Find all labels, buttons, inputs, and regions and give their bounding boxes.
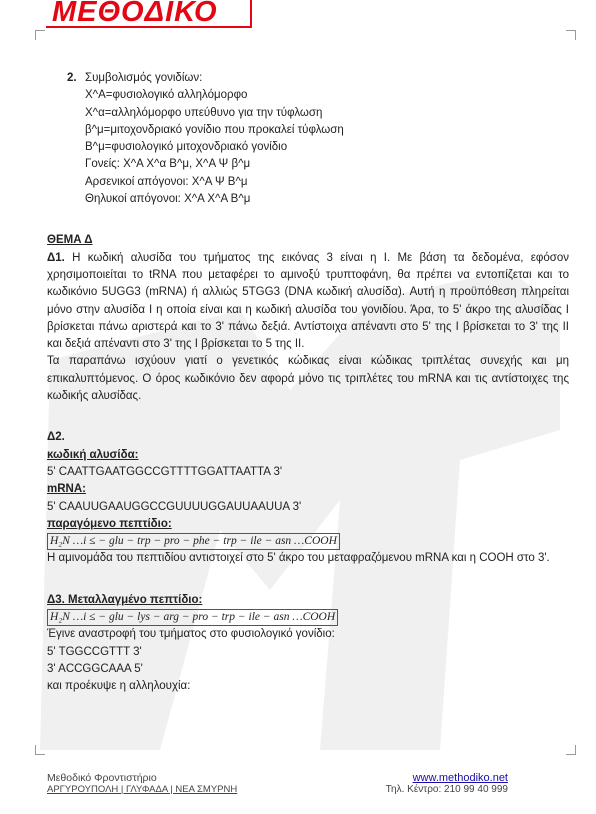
footer-left [47, 772, 237, 795]
symbol-line: β^μ=μιτοχονδριακό γονίδιο που προκαλεί τύφλωση [85, 123, 344, 136]
symbol-line: B^μ=φυσιολογικό μιτοχονδριακό γονίδιο [85, 141, 288, 154]
female-offspring-line: Θηλυκοί απόγονοι: X^A X^A B^μ [85, 193, 251, 206]
crop-mark [35, 30, 45, 40]
inversion-strand-1: 5' TGGCCGTTT 3' [47, 645, 142, 658]
item-number: 2. [67, 72, 77, 84]
d2-label: Δ2. [47, 431, 65, 444]
mrna-sequence: 5' CAAUUGAAUGGCCGUUUUGGAUUAAUUA 3' [47, 500, 302, 513]
d1-text: Η κωδική αλυσίδα του τμήματος της εικόνας 3 είναι η Ι. Με βάση τα δεδομένα, εφόσον χρησιμοποιείται το tRNA που μεταφέρει το αμινοξύ τρυπτοφάνη, θα πρέπει να εντοπίζεται και το κωδικόνιο 5UGG3 (mRNA) ή αλλιώς 5TGG3 (DNA κωδική αλυσίδα). Αυτή η προϋπόθεση πληρείται μόνο στην αλυσίδα Ι η οποία είναι και η κωδική αλυσίδα του γονιδίου. Άρα, το 5' άκρο της αλυσίδας Ι βρίσκεται πάνω αριστερά και το 3' πάνω δεξιά. Αντίστοιχα απέναντι στο 5' της Ι βρίσκεται το 3' της ΙΙ και δεξιά απέναντι στο 3' της Ι βρίσκεται το 5 της ΙΙ. [47, 251, 569, 351]
d3-title: Δ3. Μεταλλαγμένο πεπτίδιο: [47, 593, 203, 606]
male-offspring-line: Αρσενικοί απόγονοι: X^A Ψ B^μ [85, 175, 248, 188]
d1-paragraph [47, 250, 569, 354]
mutant-peptide-formula: H₂N …i ≤ − glu − lys − arg − pro − trp − ile − asn …COOH [47, 609, 338, 626]
mrna-label: mRNA: [47, 483, 86, 496]
peptide-formula: H₂N …i ≤ − glu − trp − pro − phe − trp − ile − asn …COOH [47, 533, 340, 550]
symbolism-section [67, 70, 569, 208]
coding-strand-label: κωδική αλυσίδα: [47, 448, 139, 461]
brand-logo: ΜΕΘΟΔΙΚΟ [46, 0, 252, 28]
parents-line: Γονείς: X^A X^α B^μ, X^A Ψ β^μ [85, 158, 251, 171]
footer-right [386, 772, 508, 795]
coding-sequence: 5' CAATTGAATGGCCGTTTTGGATTAATTA 3' [47, 465, 283, 478]
d1-label: Δ1. [47, 251, 65, 264]
symbolism-title: Συμβολισμός γονιδίων: [85, 72, 203, 84]
d3-ending: και προέκυψε η αλληλουχία: [47, 680, 191, 693]
website-link[interactable]: www.methodiko.net [412, 772, 508, 784]
section-heading: ΘΕΜΑ Δ [47, 234, 93, 247]
symbol-line: X^α=αλληλόμορφο υπεύθυνο για την τύφλωση [85, 106, 323, 119]
d2-note: Η αμινομάδα του πεπτιδίου αντιστοιχεί στο 5' άκρο του μεταφραζόμενου mRNA και η COOH στο 3'. [47, 552, 550, 565]
crop-mark [566, 745, 576, 755]
footer-company: Μεθοδικό Φροντιστήριο [47, 772, 157, 784]
footer-phone: Τηλ. Κέντρο: 210 99 40 999 [385, 784, 508, 795]
peptide-label: παραγόμενο πεπτίδιο: [47, 517, 172, 530]
symbol-line: X^A=φυσιολογικό αλληλόμορφο [85, 89, 248, 102]
document-body [47, 70, 569, 696]
d3-note: Έγινε αναστροφή του τμήματος στο φυσιολογικό γονίδιο: [47, 628, 335, 641]
d1-paragraph-2: Τα παραπάνω ισχύουν γιατί ο γενετικός κώδικας είναι κώδικας τριπλέτας συνεχής και μη επικαλυπτόμενος. Ο όρος κωδικόνιο δεν αφορά μόνο τις τριπλέτες του mRNA και τις αντίστοιχες της κωδικής αλυσίδας. [47, 355, 569, 403]
footer-branches: ΑΡΓΥΡΟΥΠΟΛΗ | ΓΛΥΦΑΔΑ | ΝΕΑ ΣΜΥΡΝΗ [47, 784, 238, 795]
inversion-strand-2: 3' ACCGGCAAA 5' [47, 662, 143, 675]
crop-mark [566, 30, 576, 40]
